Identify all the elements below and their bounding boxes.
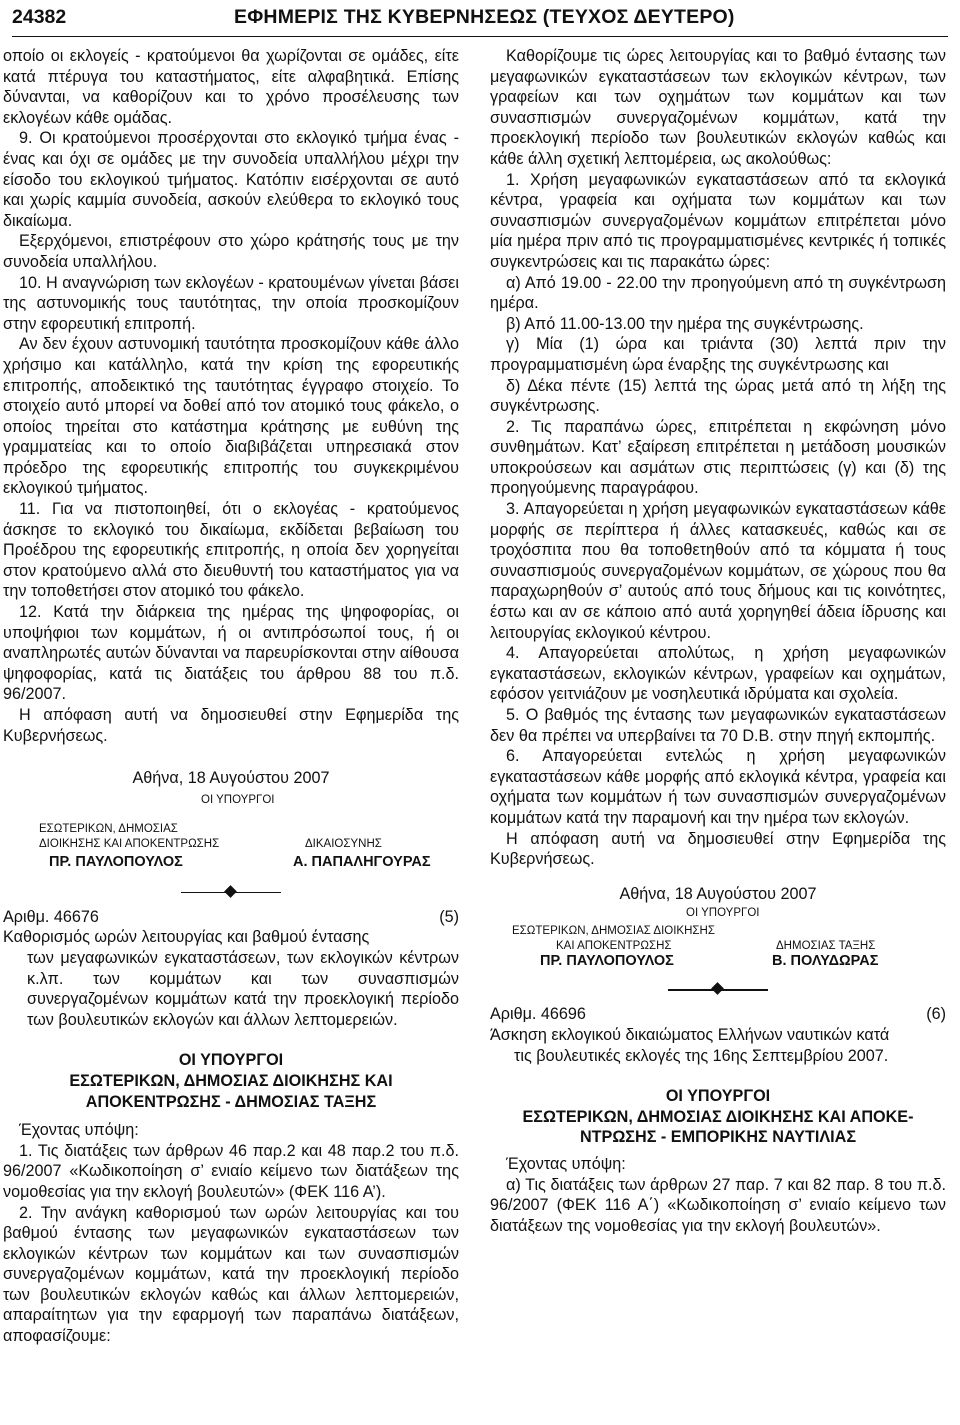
decision-number-row [490, 1004, 946, 1025]
page-number: 24382 [12, 6, 67, 28]
paragraph: Εξερχόμενοι, επιστρέφουν στο χώρο κράτησής τους με την συνοδεία υπαλλήλου. [3, 232, 459, 271]
signature-block [3, 789, 459, 855]
decision-title-line: Καθορισμός ωρών λειτουργίας και βαθμού έντασης [3, 928, 370, 947]
minister-role: ΕΣΩΤΕΡΙΚΩΝ, ΔΗΜΟΣΙΑΣ ΔΙΟΙΚΗΣΗΣ [512, 925, 715, 938]
paragraph: Η απόφαση αυτή να δημοσιευθεί στην Εφημερίδα της Κυβερνήσεως. [490, 829, 946, 869]
decision-title [490, 1025, 946, 1066]
paragraph: α) Από 19.00 - 22.00 την προηγούμενη από τη συγκέντρωση ημέρα. [490, 273, 946, 313]
minister-role: ΔΙΚΑΙΟΣΥΝΗΣ [305, 837, 382, 850]
left-column [3, 46, 459, 1347]
paragraph: 11. Για να πιστοποιηθεί, ότι ο εκλογέας - κρατούμενος άσκησε το εκλογικό του δικαίωμα, εκδίδεται βεβαίωση του Προέδρου της εφορευτικής επιτροπής, η οποία δεν χορηγείται στον κρατούμενο αλλά στο διευθυντή του καταστήματος για να την τοποθετήσει στον ατομικό του φάκελο. [3, 500, 459, 601]
decision-number: Αριθμ. 46696 [490, 1005, 586, 1024]
heading: ΝΤΡΩΣΗΣ - ΕΜΠΟΡΙΚΗΣ ΝΑΥΤΙΛΙΑΣ [579, 1128, 857, 1147]
paragraph: 12. Κατά την διάρκεια της ημέρας της ψηφοφορίας, οι υποψήφιοι των κομμάτων, ή οι αντιπρόσωποί τους, ή οι αναπληρωτές αυτών δύνανται να παρευρίσκονται στην αίθουσα ψηφοφορίας, κατά τις διατάξεις του άρθρου 88 του π.δ. 96/2007. [3, 603, 459, 704]
paragraph: 2. Τις παραπάνω ώρες, επιτρέπεται η εκφώνηση μόνο συνθημάτων. Κατ’ εξαίρεση επιτρέπεται η μετάδοση μουσικών υποκρούσεων και ασμάτων στις περιπτώσεις (γ) και (δ) της προηγούμενης παραγράφου. [490, 417, 946, 498]
decision-number: Αριθμ. 46676 [3, 907, 99, 926]
heading: ΟΙ ΥΠΟΥΡΓΟΙ [178, 1051, 284, 1070]
decision-ref: (6) [926, 1005, 946, 1024]
ministers-label: ΟΙ ΥΠΟΥΡΓΟΙ [201, 793, 275, 806]
section-divider [490, 976, 946, 1004]
minister-role: ΔΗΜΟΣΙΑΣ ΤΑΞΗΣ [776, 940, 876, 953]
minister-name: Β. ΠΟΛΥΔΩΡΑΣ [772, 953, 879, 970]
paragraph: γ) Μία (1) ώρα και τριάντα (30) λεπτά πριν την προγραμματισμένη ώρα έναρξης της συγκέντρωσης και [490, 335, 946, 374]
paragraph: Αν δεν έχουν αστυνομική ταυτότητα προσκομίζουν κάθε άλλο χρήσιμο και κατάλληλο, κατά την κρίση της εφορευτικής επιτροπής, αποδεικτικό της ταυτότητας έγγραφο στοιχείο. Το στοιχείο αυτό μπορεί να δοθεί από τον ατομικό τους φάκελο, ο οποίος τηρείται στο κατάστημα κράτησης με ευθύνη της γραμματείας και το οποίο διαβιβάζεται υπηρεσιακά στον πρόεδρο της εφορευτικής επιτροπής του συγκεκριμένου εκλογικού τμήματος. [3, 335, 459, 498]
ministers-label: ΟΙ ΥΠΟΥΡΓΟΙ [686, 907, 760, 920]
diamond-icon [711, 982, 724, 995]
decision-title-line: τις βουλευτικές εκλογές της 16ης Σεπτεμβρίου 2007. [514, 1046, 889, 1065]
minister-role: ΕΣΩΤΕΡΙΚΩΝ, ΔΗΜΟΣΙΑΣ [39, 822, 178, 835]
paragraph: οποίο οι εκλογείς - κρατούμενοι θα χωρίζονται σε ομάδες, είτε κατά πτέρυγα του καταστήματος, είτε αλφαβητικά. Επίσης δύνανται, να καθορίζουν και το χρόνο προσέλευσης των εκλογέων κάθε ομάδας. [3, 47, 459, 127]
paragraph: 4. Απαγορεύεται απολύτως, η χρήση μεγαφωνικών εγκαταστάσεων, εκλογικών κέντρων, γραφείων και οχημάτων, εφόσον γειτνιάζουν με νοσηλευτικά ιδρύματα και σχολεία. [490, 644, 946, 704]
paragraph: 1. Τις διατάξεις των άρθρων 46 παρ.2 και 48 παρ.2 του π.δ. 96/2007 «Κωδικοποίηση σ’ ενιαίο κείμενο των διατάξεων της νομοθεσίας για την εκλογή βουλευτών» (ΦΕΚ 116 Α’). [3, 1141, 459, 1201]
decision-title-line: Άσκηση εκλογικού δικαιώματος Ελλήνων ναυτικών κατά [490, 1025, 890, 1044]
signing-date: Αθήνα, 18 Αυγούστου 2007 [619, 884, 817, 903]
gazette-title: ΕΦΗΜΕΡΙΣ ΤΗΣ ΚΥΒΕΡΝΗΣΕΩΣ (ΤΕΥΧΟΣ ΔΕΥΤΕΡΟ) [234, 6, 735, 28]
decision-title [3, 927, 459, 1030]
decision-title-line: των μεγαφωνικών εγκαταστάσεων, των εκλογικών κέντρων κ.λπ. των κομμάτων και των συνασπισμών συνεργαζομένων κομμάτων κατά την προεκλογική περίοδο των βουλευτικών εκλογών και άλλων λεπτομερειών. [27, 948, 459, 1029]
minister-role: ΔΙΟΙΚΗΣΗΣ ΚΑΙ ΑΠΟΚΕΝΤΡΩΣΗΣ [39, 837, 220, 850]
paragraph: 3. Απαγορεύεται η χρήση μεγαφωνικών εγκαταστάσεων κάθε μορφής σε περίπτερα ή άλλες κατασκευές, καθώς και σε τροχόσπιτα που θα τοποθετηθούν από τα κόμματα ή τους συνασπισμούς συνεργαζομένων κομμάτων, σε χώρους που θα παραχωρηθούν σ’ αυτούς από τους δήμους και τις κοινότητες, έστω και αν σε κάποιο από αυτά χορηγηθεί άδεια ίδρυσης και λειτουργίας εκλογικού κέντρου. [490, 500, 946, 642]
paragraph: 10. Η αναγνώριση των εκλογέων - κρατουμένων γίνεται βάσει της αστυνομικής τους ταυτότητας, την οποία προσκομίζουν στην εφορευτική επιτροπή. [3, 273, 459, 333]
paragraph: Η απόφαση αυτή να δημοσιευθεί στην Εφημερίδα της Κυβερνήσεως. [3, 706, 459, 745]
having-regard: Έχοντας υπόψη: [506, 1154, 626, 1173]
minister-name: ΠΡ. ΠΑΥΛΟΠΟΥΛΟΣ [540, 953, 674, 970]
diamond-icon [224, 885, 237, 898]
signature-names [490, 954, 946, 976]
minister-name: ΠΡ. ΠΑΥΛΟΠΟΥΛΟΣ [49, 853, 183, 870]
minister-role: ΚΑΙ ΑΠΟΚΕΝΤΡΩΣΗΣ [556, 940, 672, 953]
signing-date: Αθήνα, 18 Αυγούστου 2007 [132, 769, 330, 788]
minister-name: Α. ΠΑΠΑΛΗΓΟΥΡΑΣ [293, 853, 431, 870]
decision-ref: (5) [439, 907, 459, 926]
paragraph: δ) Δέκα πέντε (15) λεπτά της ώρας μετά από τη λήξη της συγκέντρωσης. [490, 376, 946, 416]
paragraph: α) Τις διατάξεις των άρθρων 27 παρ. 7 και 82 παρ. 8 του π.δ. 96/2007 (ΦΕΚ 116 Α΄) «Κωδικοποίηση σ’ ενιαίο κείμενο των διατάξεων της νομοθεσίας για την εκλογή βουλευτών». [490, 1175, 946, 1235]
signature-block [490, 904, 946, 954]
paragraph: 5. Ο βαθμός της έντασης των μεγαφωνικών εγκαταστάσεων δεν θα πρέπει να υπερβαίνει τα 70 D.B. στην πηγή εκπομπής. [490, 706, 946, 745]
paragraph: 1. Χρήση μεγαφωνικών εγκαταστάσεων από τα εκλογικά κέντρα, γραφεία και οχήματα των κομμάτων και των συνασπισμών συνεργαζομένων κομμάτων επιτρέπεται μόνο μία ημέρα πριν από τις προγραμματισμένες κεντρικές ή τοπικές συγκεντρώσεις και τις παρακάτω ώρες: [490, 170, 946, 271]
heading: ΕΣΩΤΕΡΙΚΩΝ, ΔΗΜΟΣΙΑΣ ΔΙΟΙΚΗΣΗΣ ΚΑΙ [69, 1071, 393, 1090]
paragraph: 6. Απαγορεύεται εντελώς η χρήση μεγαφωνικών εγκαταστάσεων κάθε μορφής από εκλογικά κέντρα, γραφεία και οχήματα των κομμάτων ή των συνασπισμών συνεργαζομένων κομμάτων κατά την παραμονή και την ημέρα των εκλογών. [490, 747, 946, 827]
section-divider [3, 879, 459, 907]
heading: ΟΙ ΥΠΟΥΡΓΟΙ [665, 1087, 771, 1106]
signature-names [3, 855, 459, 879]
heading: ΑΠΟΚΕΝΤΡΩΣΗΣ - ΔΗΜΟΣΙΑΣ ΤΑΞΗΣ [85, 1092, 377, 1111]
paragraph: Καθορίζουμε τις ώρες λειτουργίας και το βαθμό έντασης των μεγαφωνικών εγκαταστάσεων των εκλογικών κέντρων, των γραφείων και των οχημάτων των κομμάτων και των συνασπισμών συνεργαζομένων κομμάτων, κατά την προεκλογική περίοδο των βουλευτικών εκλογών καθώς και κάθε άλλη σχετική λεπτομέρεια, ως ακολούθως: [490, 47, 946, 168]
decision-number-row [3, 907, 459, 928]
paragraph: β) Από 11.00-13.00 την ημέρα της συγκέντρωσης. [506, 314, 864, 333]
having-regard: Έχοντας υπόψη: [19, 1121, 139, 1140]
heading: ΕΣΩΤΕΡΙΚΩΝ, ΔΗΜΟΣΙΑΣ ΔΙΟΙΚΗΣΗΣ ΚΑΙ ΑΠΟΚΕ- [522, 1107, 914, 1126]
page-header [12, 2, 948, 37]
paragraph: 2. Την ανάγκη καθορισμού των ωρών λειτουργίας και του βαθμού έντασης των μεγαφωνικών εγκαταστάσεων των εκλογικών κέντρων των κομμάτων και των συνασπισμών συνεργαζομένων κομμάτων, κατά την προεκλογική περίοδο των βουλευτικών εκλογών καθώς και άλλων λεπτομερειών, απαραίτητων για την εφαρμογή των παραπάνω διατάξεων, αποφασίζουμε: [3, 1203, 459, 1346]
paragraph: 9. Οι κρατούμενοι προσέρχονται στο εκλογικό τμήμα ένας - ένας και όχι σε ομάδες με την συνοδεία υπαλλήλου μέχρι την είσοδο του εκλογικού τμήματος. Κατόπιν εισέρχονται σε αυτό και χωρίς καμμία συνοδεία, ασκούν ελεύθερα το εκλογικό τους δικαίωμα. [3, 129, 459, 230]
right-column [490, 46, 946, 1236]
